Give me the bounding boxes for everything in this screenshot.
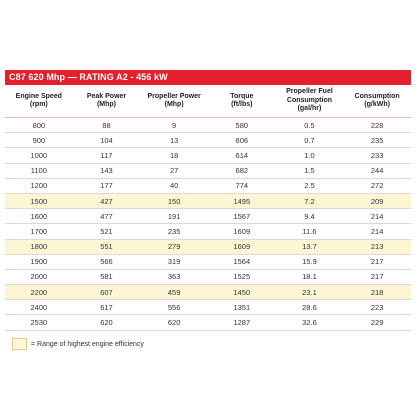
- table-cell: 23.1: [276, 285, 344, 300]
- table-cell: 607: [73, 285, 141, 300]
- table-cell: 800: [5, 118, 73, 133]
- table-cell: 214: [343, 209, 411, 224]
- table-cell: 2530: [5, 315, 73, 330]
- table-cell: 143: [73, 163, 141, 178]
- table-cell: 1351: [208, 300, 276, 315]
- table-cell: 40: [140, 178, 208, 193]
- table-cell: 427: [73, 193, 141, 208]
- table-cell: 606: [208, 133, 276, 148]
- table-cell: 229: [343, 315, 411, 330]
- table-cell: 228: [343, 118, 411, 133]
- table-cell: 2.5: [276, 178, 344, 193]
- table-cell: 774: [208, 178, 276, 193]
- table-cell: 521: [73, 224, 141, 239]
- table-cell: 209: [343, 193, 411, 208]
- table-cell: 0.7: [276, 133, 344, 148]
- legend-label: = Range of highest engine efficiency: [31, 340, 144, 348]
- table-cell: 682: [208, 163, 276, 178]
- table-cell: 1800: [5, 239, 73, 254]
- column-header-line: Consumption: [354, 92, 400, 100]
- table-cell: 217: [343, 254, 411, 269]
- table-cell: 620: [140, 315, 208, 330]
- table-cell: 556: [140, 300, 208, 315]
- spec-grid: [5, 85, 411, 331]
- table-cell: 1564: [208, 254, 276, 269]
- column-header-line: (Mhp): [164, 101, 184, 108]
- table-cell: 580: [208, 118, 276, 133]
- table-cell: 1609: [208, 239, 276, 254]
- table-row: [5, 133, 411, 148]
- table-cell: 1000: [5, 148, 73, 163]
- table-cell: 1287: [208, 315, 276, 330]
- column-header-line: Propeller Power: [147, 92, 201, 100]
- table-cell: 177: [73, 178, 141, 193]
- table-row: [5, 209, 411, 224]
- column-header-line: (ft/lbs): [231, 101, 253, 108]
- table-cell: 1525: [208, 269, 276, 284]
- table-cell: 1495: [208, 193, 276, 208]
- column-header: [276, 85, 344, 118]
- column-header: [73, 85, 141, 118]
- table-cell: 235: [343, 133, 411, 148]
- table-title: C87 620 Mhp — RATING A2 - 456 kW: [5, 70, 411, 85]
- column-header-line: Engine Speed: [15, 92, 62, 100]
- table-cell: 279: [140, 239, 208, 254]
- column-header-line: Torque: [230, 92, 254, 100]
- table-header-row: [5, 85, 411, 118]
- table-row: [5, 178, 411, 193]
- table-cell: 27: [140, 163, 208, 178]
- table-row: [5, 300, 411, 315]
- table-cell: 88: [73, 118, 141, 133]
- table-cell: 18: [140, 148, 208, 163]
- table-row: [5, 224, 411, 239]
- table-cell: 581: [73, 269, 141, 284]
- table-row: [5, 315, 411, 330]
- table-cell: 1.5: [276, 163, 344, 178]
- table-cell: 213: [343, 239, 411, 254]
- column-header: [140, 85, 208, 118]
- column-header-line: (rpm): [29, 101, 48, 108]
- table-cell: 1500: [5, 193, 73, 208]
- table-row: [5, 254, 411, 269]
- column-header: [5, 85, 73, 118]
- table-cell: 217: [343, 269, 411, 284]
- table-cell: 272: [343, 178, 411, 193]
- table-cell: 1900: [5, 254, 73, 269]
- table-cell: 363: [140, 269, 208, 284]
- column-header: [343, 85, 411, 118]
- table-cell: 7.2: [276, 193, 344, 208]
- table-cell: 459: [140, 285, 208, 300]
- table-cell: 551: [73, 239, 141, 254]
- table-cell: 2400: [5, 300, 73, 315]
- table-cell: 13: [140, 133, 208, 148]
- table-cell: 477: [73, 209, 141, 224]
- table-cell: 566: [73, 254, 141, 269]
- table-cell: 218: [343, 285, 411, 300]
- table-cell: 13.7: [276, 239, 344, 254]
- table-cell: 9.4: [276, 209, 344, 224]
- column-header: [208, 85, 276, 118]
- table-cell: 0.5: [276, 118, 344, 133]
- table-cell: 150: [140, 193, 208, 208]
- column-header-line: (Mhp): [96, 101, 116, 108]
- engine-spec-table: [5, 70, 411, 331]
- column-header-line: Consumption: [286, 96, 332, 104]
- table-cell: 233: [343, 148, 411, 163]
- table-cell: 235: [140, 224, 208, 239]
- table-cell: 191: [140, 209, 208, 224]
- table-cell: 223: [343, 300, 411, 315]
- table-cell: 9: [140, 118, 208, 133]
- table-cell: 214: [343, 224, 411, 239]
- table-cell: 11.6: [276, 224, 344, 239]
- efficiency-legend: [12, 338, 144, 350]
- table-cell: 32.6: [276, 315, 344, 330]
- table-row: [5, 118, 411, 133]
- table-cell: 1100: [5, 163, 73, 178]
- table-cell: 1567: [208, 209, 276, 224]
- table-cell: 1700: [5, 224, 73, 239]
- table-cell: 104: [73, 133, 141, 148]
- legend-swatch: [12, 338, 27, 350]
- table-row: [5, 148, 411, 163]
- table-row: [5, 269, 411, 284]
- table-cell: 617: [73, 300, 141, 315]
- column-header-line: Peak Power: [86, 92, 127, 100]
- table-cell: 28.6: [276, 300, 344, 315]
- table-cell: 117: [73, 148, 141, 163]
- table-cell: 1.0: [276, 148, 344, 163]
- table-cell: 319: [140, 254, 208, 269]
- table-cell: 620: [73, 315, 141, 330]
- column-header-line: Propeller Fuel: [286, 88, 333, 96]
- column-header-line: (gal/hr): [297, 105, 322, 113]
- table-cell: 18.1: [276, 269, 344, 284]
- table-cell: 15.9: [276, 254, 344, 269]
- table-cell: 244: [343, 163, 411, 178]
- table-cell: 2000: [5, 269, 73, 284]
- table-cell: 2200: [5, 285, 73, 300]
- table-cell: 614: [208, 148, 276, 163]
- table-body: [5, 118, 411, 331]
- table-row: [5, 163, 411, 178]
- table-row: [5, 285, 411, 300]
- table-row: [5, 239, 411, 254]
- table-row: [5, 193, 411, 208]
- column-header-line: (g/kWh): [364, 101, 390, 108]
- table-cell: 1450: [208, 285, 276, 300]
- table-cell: 1600: [5, 209, 73, 224]
- table-cell: 1609: [208, 224, 276, 239]
- table-cell: 1200: [5, 178, 73, 193]
- table-cell: 900: [5, 133, 73, 148]
